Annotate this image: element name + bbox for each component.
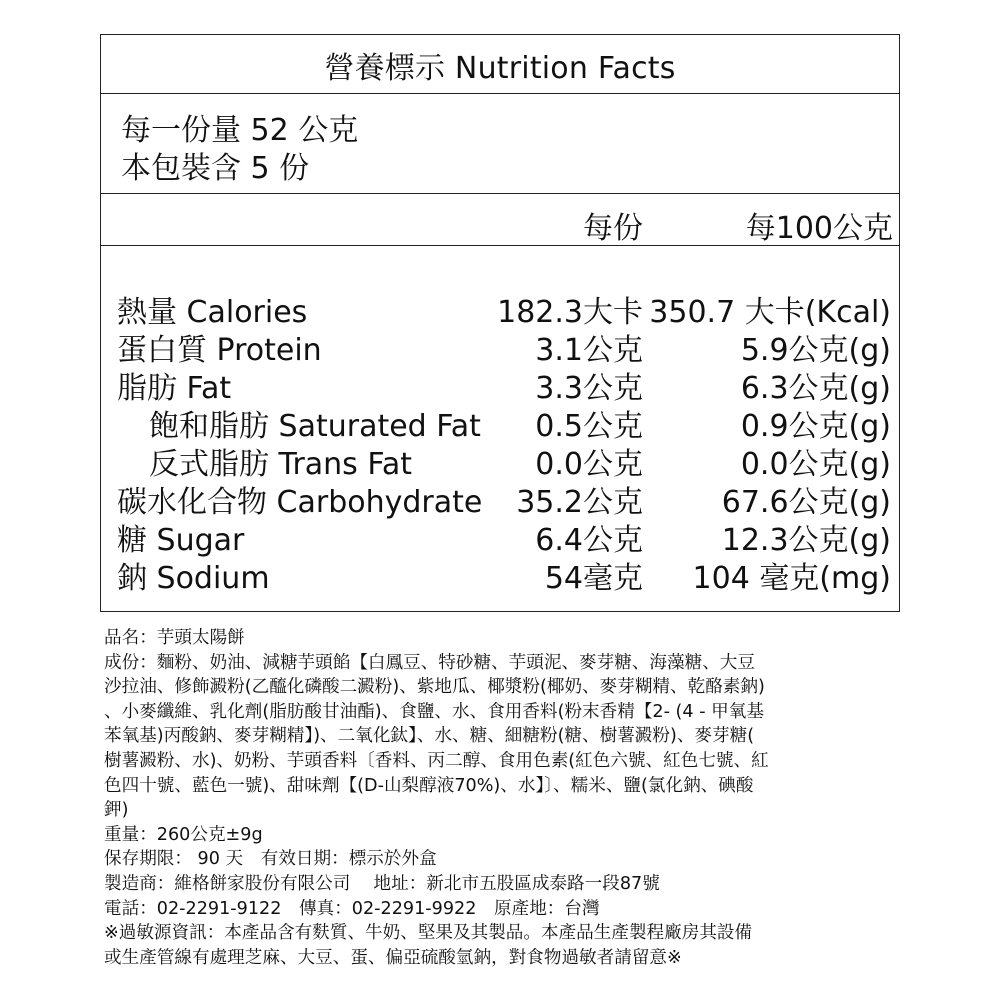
nutrient-label: 鈉 Sodium	[117, 561, 270, 596]
nutrient-value-per-100g: 0.0公克(g)	[740, 447, 891, 482]
nutrient-value-per-100g: 350.7 大卡(Kcal)	[649, 295, 891, 330]
nutrient-row-sodium	[101, 553, 899, 596]
nutrient-value-per-100g: 5.9公克(g)	[740, 333, 891, 368]
nutrient-value-per-100g: 0.9公克(g)	[740, 409, 891, 444]
nutrient-row-fat	[101, 363, 899, 406]
servings-per-package: 本包裝含 5 份	[121, 151, 310, 186]
allergen-line: ※過敏源資訊：本產品含有麩質、牛奶、堅果及其製品。本產品生產製程廠房其設備	[104, 923, 753, 944]
nutrition-title: 營養標示 Nutrition Facts	[324, 51, 676, 86]
nutrient-value-per-serving: 3.3公克	[535, 371, 643, 406]
nutrient-value-per-serving: 0.0公克	[535, 447, 643, 482]
nutrient-label: 蛋白質 Protein	[117, 333, 322, 368]
nutrient-value-per-serving: 54毫克	[544, 561, 643, 596]
nutrient-label: 飽和脂肪 Saturated Fat	[149, 409, 481, 444]
nutrient-row-calories	[101, 287, 899, 330]
nutrient-label: 反式脂肪 Trans Fat	[149, 447, 412, 482]
nutrient-value-per-serving: 182.3大卡	[497, 295, 643, 330]
ingredients-line: 鉀)	[104, 800, 129, 821]
ingredients-line: 成份：麵粉、奶油、減糖芋頭餡【白鳳豆、特砂糖、芋頭泥、麥芽糖、海藻糖、大豆	[104, 652, 755, 673]
nutrient-label: 碳水化合物 Carbohydrate	[117, 485, 483, 520]
nutrient-value-per-serving: 3.1公克	[535, 333, 643, 368]
column-header-per-100g: 每100公克	[745, 211, 893, 246]
nutrition-facts-panel	[100, 34, 900, 612]
product-name-line: 品名：芋頭太陽餅	[104, 628, 245, 648]
nutrient-row-sugar	[101, 515, 899, 558]
ingredients-line: 色四十號、藍色一號)、甜味劑【(D-山梨醇液70%)、水】〕、糯米、鹽(氯化鈉、碘酸	[104, 775, 754, 796]
ingredients-line: 樹薯澱粉、水)、奶粉、芋頭香料〔香料、丙二醇、食用色素(紅色六號、紅色七號、紅	[104, 750, 769, 771]
ingredients-line: 沙拉油、修飾澱粉(乙醯化磷酸二澱粉)、紫地瓜、椰漿粉(椰奶、麥芽糊精、乾酪素鈉)	[104, 677, 765, 698]
serving-size: 每一份量 52 公克	[121, 113, 359, 148]
nutrient-label: 脂肪 Fat	[117, 371, 232, 406]
nutrient-row-saturated-fat	[101, 401, 899, 444]
nutrient-value-per-serving: 35.2公克	[516, 485, 643, 520]
divider-serving	[101, 193, 899, 194]
ingredients-line: 、小麥纖維、乳化劑(脂肪酸甘油酯)、食鹽、水、食用香料(粉末香精【2- (4 - 甲氧基	[104, 701, 764, 722]
column-header-per-serving: 每份	[583, 211, 643, 246]
ingredients-line: 苯氧基)丙酸鈉、麥芽糊精】)、二氧化鈦】、水、糖、細糖粉(糖、樹薯澱粉)、麥芽糖(	[104, 726, 755, 747]
nutrient-value-per-100g: 104 毫克(mg)	[692, 561, 891, 596]
nutrient-label: 熱量 Calories	[117, 295, 308, 330]
divider-title	[101, 93, 899, 94]
nutrient-value-per-100g: 6.3公克(g)	[740, 371, 891, 406]
manufacturer-line: 製造商：維格餅家股份有限公司 地址：新北市五股區成泰路一段87號	[104, 873, 660, 894]
allergen-line: 或生產管線有處理芝麻、大豆、蛋、偏亞硫酸氫鈉，對食物過敏者請留意※	[104, 947, 682, 968]
nutrient-row-carbohydrate	[101, 477, 899, 520]
nutrient-value-per-100g: 67.6公克(g)	[721, 485, 891, 520]
nutrient-value-per-100g: 12.3公克(g)	[721, 523, 891, 558]
nutrient-label: 糖 Sugar	[117, 523, 245, 558]
divider-header	[101, 245, 899, 246]
product-info	[104, 626, 904, 970]
nutrient-value-per-serving: 6.4公克	[535, 523, 643, 558]
nutrient-row-protein	[101, 325, 899, 368]
nutrient-row-trans-fat	[101, 439, 899, 482]
shelf-life-line: 保存期限： 90 天 有效日期：標示於外盒	[104, 849, 437, 870]
contact-line: 電話：02-2291-9122 傳真：02-2291-9922 原產地：台灣	[104, 898, 600, 919]
weight-line: 重量：260公克±9g	[104, 824, 263, 845]
nutrient-value-per-serving: 0.5公克	[535, 409, 643, 444]
